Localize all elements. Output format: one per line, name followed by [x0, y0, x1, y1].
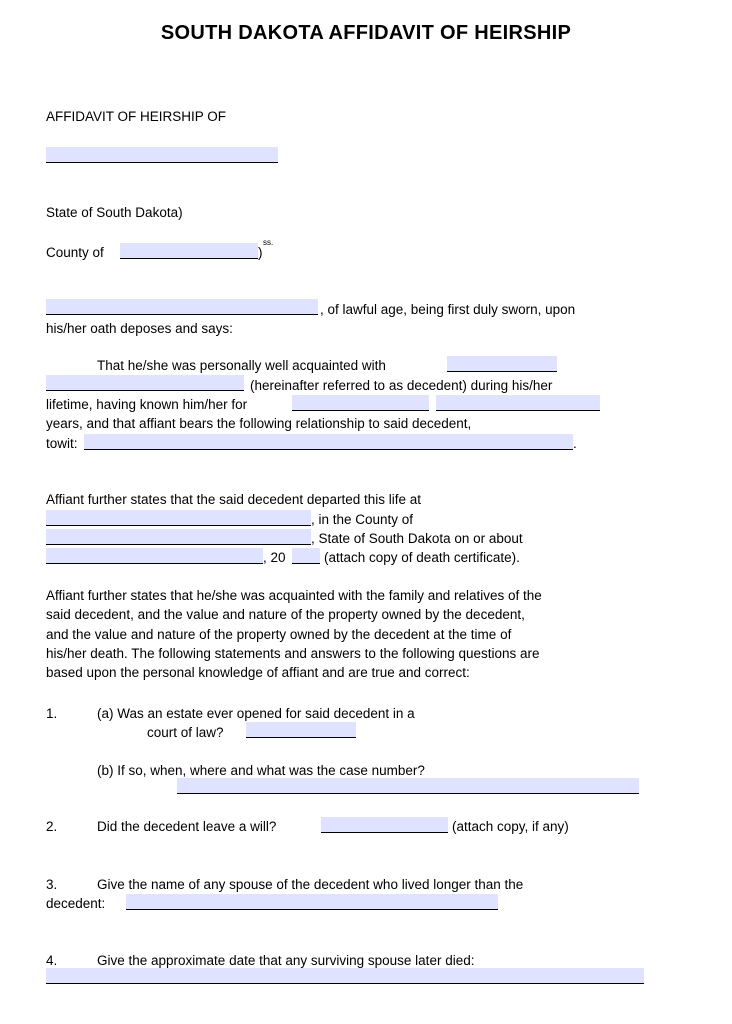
q4-number: 4.: [46, 953, 58, 968]
q2-text: Did the decedent leave a will?: [97, 819, 277, 834]
case-number-field[interactable]: [177, 778, 639, 794]
document-title: SOUTH DAKOTA AFFIDAVIT OF HEIRSHIP: [160, 22, 572, 44]
q3-line-2: decedent:: [46, 896, 106, 911]
q1a-line-1: (a) Was an estate ever opened for said decedent in a: [97, 706, 415, 721]
knowledge-line-1: Affiant further states that he/she was acquainted with the family and relatives of the: [46, 588, 542, 603]
death-year-field[interactable]: [292, 548, 320, 564]
death-county-field[interactable]: [46, 529, 311, 545]
q1a-line-2: court of law?: [147, 725, 224, 740]
will-field[interactable]: [321, 817, 448, 833]
death-date-field[interactable]: [46, 548, 263, 564]
decedent-name-field[interactable]: [46, 147, 278, 163]
q3-line-1: Give the name of any spouse of the decedent who lived longer than the: [97, 877, 524, 892]
decedent-field-2[interactable]: [46, 375, 244, 391]
acquaint-line-2: (hereinafter referred to as decedent) during his/her: [250, 378, 553, 393]
death-line-3: , State of South Dakota on or about: [311, 531, 523, 546]
ss-mark: ss.: [263, 238, 274, 247]
death-line-1: Affiant further states that the said decedent departed this life at: [46, 492, 421, 507]
q1b-text: (b) If so, when, where and what was the case number?: [97, 763, 425, 778]
acquaint-line-4: years, and that affiant bears the following relationship to said decedent,: [46, 416, 472, 431]
acquaint-period: .: [573, 436, 577, 451]
q2-number: 2.: [46, 819, 58, 834]
affidavit-heading: AFFIDAVIT OF HEIRSHIP OF: [46, 109, 227, 124]
spouse-death-date-field[interactable]: [46, 968, 644, 984]
estate-opened-field[interactable]: [246, 722, 356, 738]
surviving-spouse-field[interactable]: [126, 894, 498, 910]
knowledge-line-5: based upon the personal knowledge of affiant and are true and correct:: [46, 665, 470, 680]
acquaint-towit: towit:: [46, 436, 78, 451]
death-line-2: , in the County of: [311, 512, 414, 527]
q2-suffix: (attach copy, if any): [452, 819, 569, 834]
county-field[interactable]: [120, 243, 258, 259]
years-known-field-2[interactable]: [436, 395, 600, 411]
death-line-4: (attach copy of death certificate).: [324, 550, 520, 565]
knowledge-line-3: and the value and nature of the property owned by the decedent at the time of: [46, 627, 512, 642]
state-label: State of South Dakota): [46, 205, 183, 220]
acquaint-line-1: That he/she was personally well acquainted with: [97, 358, 386, 373]
oath-line-1: , of lawful age, being first duly sworn, upon: [320, 302, 576, 317]
q1-number: 1.: [46, 706, 58, 721]
knowledge-line-2: said decedent, and the value and nature of the property owned by the decedent,: [46, 607, 525, 622]
affiant-name-field[interactable]: [46, 299, 318, 315]
oath-line-2: his/her oath deposes and says:: [46, 321, 233, 336]
acquaint-line-3: lifetime, having known him/her for: [46, 397, 248, 412]
death-year-prefix: , 20: [263, 550, 286, 565]
county-paren: ): [258, 245, 263, 260]
knowledge-line-4: his/her death. The following statements and answers to the following questions are: [46, 646, 540, 661]
death-place-field[interactable]: [46, 510, 311, 526]
decedent-field-1[interactable]: [447, 356, 557, 372]
q4-text: Give the approximate date that any surviving spouse later died:: [97, 953, 475, 968]
county-label: County of: [46, 245, 104, 260]
q3-number: 3.: [46, 877, 58, 892]
relationship-field[interactable]: [84, 434, 573, 450]
years-known-field[interactable]: [292, 395, 429, 411]
